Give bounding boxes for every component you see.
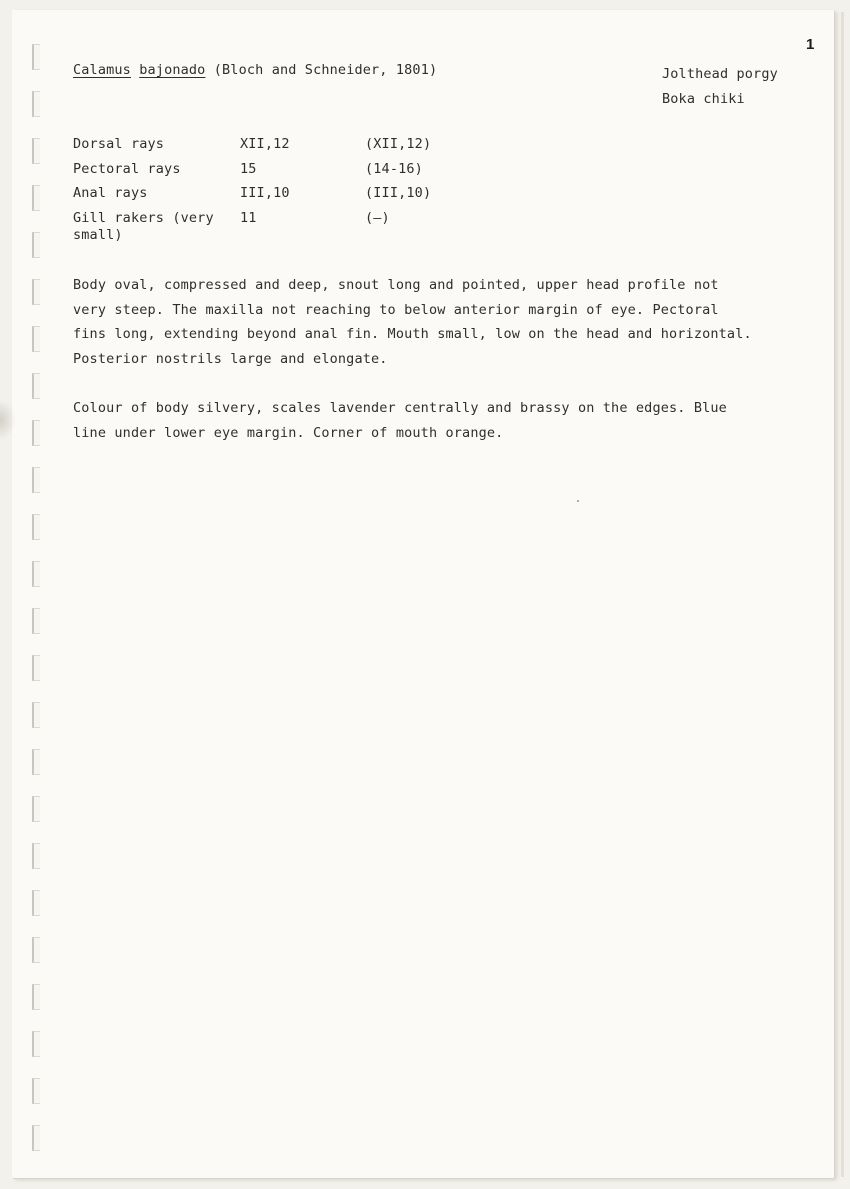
binding-hole [32,702,40,728]
text-line: line under lower eye margin. Corner of mouth orange. [73,424,504,441]
binding-hole [32,279,40,305]
binding-hole [32,1125,40,1151]
common-name-english: Jolthead porgy [662,66,778,82]
common-names [662,62,778,112]
common-name-local: Boka chiki [662,91,745,107]
paper-speck [577,500,579,502]
binding-hole [32,1031,40,1057]
text-line: Body oval, compressed and deep, snout long and pointed, upper head profile not [73,277,719,293]
binding-hole [32,373,40,399]
text-line: Posterior nostrils large and elongate. [73,350,388,367]
binding-hole [32,467,40,493]
binding-hole [32,796,40,822]
text-line: fins long, extending beyond anal fin. Mouth small, low on the head and horizontal. [73,326,752,342]
binding-hole [32,843,40,869]
binding-hole [32,749,40,775]
binding-holes [30,44,44,1164]
species-authority: (Bloch and Schneider, 1801) [213,62,438,78]
edge-smudge [0,400,16,440]
count-label: Gill rakers (very small) [73,209,214,243]
binding-hole [32,608,40,634]
binding-hole [32,138,40,164]
count-value: XII,12 [240,136,290,152]
page-number: 1 [806,36,815,53]
binding-hole [32,561,40,587]
colour-paragraph [73,396,763,445]
text-line: Colour of body silvery, scales lavender centrally and brassy on the edges. Blue [73,400,727,416]
count-value: 11 [240,209,257,226]
binding-hole [32,91,40,117]
binding-hole [32,185,40,211]
binding-hole [32,232,40,258]
binding-hole [32,326,40,352]
binding-hole [32,44,40,70]
genus-name: Calamus [73,62,131,78]
sheet-edge [841,12,844,1177]
binding-hole [32,420,40,446]
count-range: (—) [365,209,390,226]
binding-hole [32,890,40,916]
count-value: 15 [240,160,257,177]
text-line: very steep. The maxilla not reaching to below anterior margin of eye. Pectoral [73,301,719,318]
binding-hole [32,514,40,540]
count-range: (III,10) [365,185,432,201]
description-paragraph [73,273,763,371]
count-label: Pectoral rays [73,160,181,177]
count-label: Anal rays [73,185,148,201]
binding-hole [32,937,40,963]
count-value: III,10 [240,185,290,201]
count-range: (XII,12) [365,136,432,152]
species-title [73,62,437,78]
count-label: Dorsal rays [73,136,165,152]
binding-hole [32,655,40,681]
species-epithet: bajonado [139,62,206,78]
count-range: (14-16) [365,160,423,177]
binding-hole [32,1078,40,1104]
binding-hole [32,984,40,1010]
